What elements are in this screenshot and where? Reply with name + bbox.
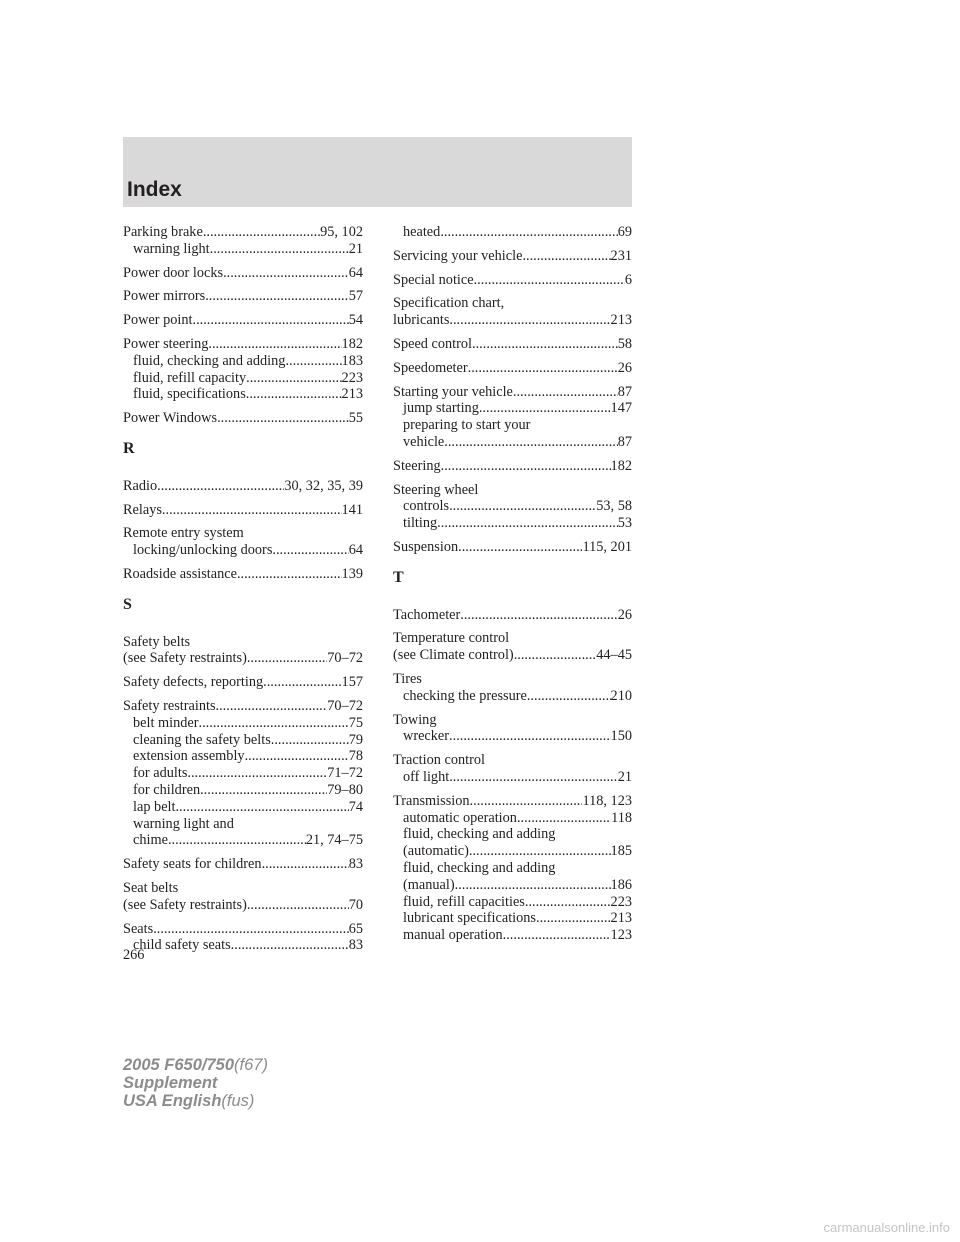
index-entry: [393, 671, 632, 705]
dot-leader: [247, 650, 327, 667]
index-term: cleaning the safety belts: [133, 731, 271, 748]
index-subentry: [123, 241, 363, 258]
index-page-ref: 141: [341, 501, 363, 518]
dot-leader: [444, 434, 617, 451]
index-subentry: [123, 816, 363, 833]
index-subentry: [393, 910, 632, 927]
index-term: lap belt: [133, 798, 176, 815]
index-page-ref: 64: [348, 542, 363, 559]
index-page-ref: 21: [617, 768, 632, 785]
index-entry-line: [393, 647, 632, 664]
index-term: warning light and: [133, 815, 234, 832]
index-entry: [393, 360, 632, 377]
index-term: Servicing your vehicle: [393, 247, 523, 264]
index-page-ref: 183: [341, 352, 363, 369]
index-term: Special notice: [393, 271, 474, 288]
index-term: Starting your vehicle: [393, 383, 513, 400]
index-page-ref: 79: [348, 731, 363, 748]
footer-language: USA English: [123, 1092, 222, 1110]
index-term: Power mirrors: [123, 288, 206, 305]
document-footer: [123, 1056, 268, 1110]
index-term: child safety seats: [133, 937, 231, 954]
index-page-ref: 118, 123: [582, 792, 632, 809]
index-entry-line: [393, 336, 632, 353]
index-entry: [123, 265, 363, 282]
index-term: Steering: [393, 457, 441, 474]
index-entry: [393, 752, 632, 786]
dot-leader: [449, 728, 611, 745]
index-page-ref: 147: [610, 400, 632, 417]
index-term: Specification chart,: [393, 295, 505, 312]
index-page-ref: 21, 74–75: [305, 832, 363, 849]
dot-leader: [168, 832, 306, 849]
index-term: Temperature control: [393, 630, 510, 647]
index-term: checking the pressure: [403, 687, 527, 704]
index-page-ref: 210: [610, 687, 632, 704]
index-page-ref: 71–72: [327, 765, 363, 782]
index-page-ref: 223: [341, 369, 363, 386]
index-subentry: [393, 769, 632, 786]
dot-leader: [517, 810, 611, 827]
dot-leader: [193, 312, 349, 329]
index-entry-line: [393, 360, 632, 377]
index-entry: [393, 248, 632, 265]
index-entry-line: [123, 224, 363, 241]
index-term: chime: [133, 832, 168, 849]
index-term: extension assembly: [133, 748, 245, 765]
index-page-ref: 70: [348, 896, 363, 913]
footer-language-code: (fus): [221, 1092, 255, 1110]
index-entry-line: [123, 698, 363, 715]
index-subentry: [123, 715, 363, 732]
dot-leader: [449, 498, 596, 515]
dot-leader: [458, 539, 582, 556]
index-term: Parking brake: [123, 224, 203, 240]
index-entry-line: [123, 312, 363, 329]
index-term: for adults: [133, 765, 188, 782]
index-entry-line: [393, 295, 632, 312]
dot-leader: [262, 856, 349, 873]
index-term: Roadside assistance: [123, 565, 237, 582]
dot-leader: [272, 542, 348, 559]
dot-leader: [246, 370, 341, 387]
index-entry-line: [123, 566, 363, 583]
index-page-ref: 53, 58: [596, 498, 632, 515]
index-entry: [123, 336, 363, 403]
index-subentry: [393, 728, 632, 745]
dot-leader: [455, 877, 611, 894]
index-page-ref: 115, 201: [582, 538, 632, 555]
index-term: Traction control: [393, 752, 485, 769]
index-entry-line: [123, 336, 363, 353]
index-entry: [393, 712, 632, 746]
index-subentry: [123, 799, 363, 816]
dot-leader: [216, 698, 328, 715]
index-page-ref: 26: [617, 359, 632, 376]
index-entry: [393, 336, 632, 353]
index-page-ref: 58: [617, 335, 632, 352]
index-term: fluid, checking and adding: [403, 859, 556, 876]
index-term: fluid, refill capacity: [133, 369, 247, 386]
index-term: Tires: [393, 670, 422, 687]
index-term: Speedometer: [393, 359, 468, 376]
index-entry-line: [123, 650, 363, 667]
index-term: off light: [403, 768, 450, 785]
dot-leader: [200, 782, 327, 799]
index-entry-line: [123, 525, 363, 542]
dot-leader: [162, 502, 342, 519]
dot-leader: [474, 272, 625, 289]
index-entry: [123, 410, 363, 427]
index-page-ref: 54: [348, 312, 363, 329]
index-page-ref: 139: [341, 565, 363, 582]
index-page-ref: 30, 32, 35, 39: [284, 477, 363, 494]
dot-leader: [231, 937, 349, 954]
watermark: carmanualsonline.info: [823, 1220, 950, 1235]
index-section-letter: T: [393, 568, 404, 586]
dot-leader: [246, 386, 342, 403]
index-term: fluid, checking and adding: [403, 826, 556, 843]
dot-leader: [449, 312, 610, 329]
index-term: Safety defects, reporting: [123, 674, 264, 691]
index-term: lubricant specifications: [403, 910, 536, 927]
index-page-ref: 53: [617, 515, 632, 532]
index-subentry: [393, 810, 632, 827]
dot-leader: [522, 248, 610, 265]
index-section-letter: S: [123, 595, 132, 613]
footer-model: 2005 F650/750: [123, 1056, 235, 1074]
index-entry-line: [123, 897, 363, 914]
index-entry: [123, 502, 363, 519]
index-entry-line: [123, 410, 363, 427]
index-entry-line: [393, 793, 632, 810]
index-subentry: [393, 515, 632, 532]
dot-leader: [223, 265, 349, 282]
index-page-ref: 69: [617, 224, 632, 240]
index-page-ref: 70–72: [327, 650, 363, 667]
index-subentry: [123, 370, 363, 387]
dot-leader: [217, 410, 349, 427]
index-entry-line: [393, 539, 632, 556]
index-entry-line: [123, 265, 363, 282]
index-entry: [123, 525, 363, 559]
index-term: locking/unlocking doors: [133, 542, 273, 559]
index-term: Relays: [123, 501, 162, 518]
index-page-ref: 231: [610, 247, 632, 264]
dot-leader: [503, 927, 611, 944]
index-entry: [393, 295, 632, 329]
index-page-ref: 213: [610, 910, 632, 927]
index-entry: [393, 458, 632, 475]
dot-leader: [208, 336, 341, 353]
dot-leader: [460, 607, 617, 624]
dot-leader: [175, 799, 348, 816]
index-page-ref: 44–45: [596, 647, 632, 664]
index-term: vehicle: [403, 433, 445, 450]
dot-leader: [525, 894, 611, 911]
index-term: Tachometer: [393, 606, 461, 623]
index-subentry: [393, 860, 632, 877]
index-subentry: [123, 353, 363, 370]
index-page-ref: 6: [624, 271, 632, 288]
index-column-left: [123, 224, 363, 961]
header-band: [123, 137, 632, 207]
index-subentry: [123, 748, 363, 765]
index-page-ref: 123: [610, 927, 632, 944]
dot-leader: [245, 748, 349, 765]
index-entry-line: [123, 502, 363, 519]
dot-leader: [187, 765, 327, 782]
index-page-ref: 118: [611, 809, 632, 826]
index-entry-line: [393, 272, 632, 289]
dot-leader: [203, 224, 320, 241]
index-term: Suspension: [393, 538, 459, 555]
index-page-ref: 21: [348, 240, 363, 257]
index-entry: [393, 272, 632, 289]
index-term: (see Climate control): [393, 647, 514, 664]
index-term: (see Safety restraints): [123, 896, 247, 913]
index-entry: [123, 921, 363, 955]
index-term: belt minder: [133, 714, 199, 731]
index-page-ref: 95, 102: [320, 224, 363, 240]
index-subentry: [123, 832, 363, 849]
index-subentry: [123, 386, 363, 403]
page-title: Index: [127, 178, 182, 201]
index-term: Safety seats for children: [123, 856, 262, 873]
index-page-ref: 74: [348, 798, 363, 815]
index-entry-line: [393, 671, 632, 688]
index-term: Power steering: [123, 335, 209, 352]
index-page-ref: 87: [617, 433, 632, 450]
index-subentry: [393, 826, 632, 843]
index-section-letter: R: [123, 439, 135, 457]
dot-leader: [441, 458, 611, 475]
index-page-ref: 185: [610, 843, 632, 860]
index-term: Transmission: [393, 792, 470, 809]
dot-leader: [470, 793, 583, 810]
index-page-ref: 157: [341, 674, 363, 691]
index-subentry: [393, 498, 632, 515]
index-subentry: [393, 843, 632, 860]
index-subentry: [123, 782, 363, 799]
index-term: tilting: [403, 515, 438, 532]
index-entry-line: [123, 921, 363, 938]
index-entry-line: [393, 458, 632, 475]
index-page-ref: 79–80: [327, 781, 363, 798]
index-entry: [393, 224, 632, 241]
index-entry: [123, 478, 363, 495]
index-entry: [393, 482, 632, 532]
index-term: lubricants: [393, 312, 450, 329]
footer-supplement: Supplement: [123, 1074, 218, 1092]
index-page-ref: 182: [341, 335, 363, 352]
footer-model-code: (f67): [234, 1056, 268, 1074]
index-page-ref: 213: [610, 312, 632, 329]
index-entry-line: [393, 712, 632, 729]
index-subentry: [393, 224, 632, 241]
index-page-ref: 64: [348, 264, 363, 281]
index-subentry: [393, 417, 632, 434]
index-entry-line: [393, 248, 632, 265]
index-term: for children: [133, 781, 201, 798]
index-entry: [393, 630, 632, 664]
index-subentry: [393, 434, 632, 451]
dot-leader: [263, 674, 341, 691]
dot-leader: [210, 241, 349, 258]
index-entry: [393, 793, 632, 944]
index-term: Seat belts: [123, 879, 179, 896]
index-term: Power door locks: [123, 264, 224, 281]
index-term: Safety restraints: [123, 697, 216, 714]
index-entry: [123, 288, 363, 305]
index-page-ref: 186: [610, 876, 632, 893]
index-subentry: [123, 542, 363, 559]
dot-leader: [205, 288, 349, 305]
index-term: Remote entry system: [123, 525, 244, 542]
dot-leader: [513, 384, 618, 401]
index-entry: [123, 312, 363, 329]
index-term: fluid, specifications: [133, 386, 246, 403]
index-page-ref: 57: [348, 288, 363, 305]
index-page-ref: 87: [617, 383, 632, 400]
index-page-ref: 223: [610, 893, 632, 910]
dot-leader: [472, 336, 618, 353]
index-term: Radio: [123, 477, 158, 494]
index-term: manual operation: [403, 927, 503, 944]
index-term: Seats: [123, 920, 154, 937]
index-page-ref: 83: [348, 937, 363, 954]
index-entry-line: [393, 482, 632, 499]
dot-leader: [437, 515, 618, 532]
index-entry-line: [393, 752, 632, 769]
index-entry-line: [393, 384, 632, 401]
index-page-ref: 75: [348, 714, 363, 731]
dot-leader: [157, 478, 284, 495]
index-entry: [123, 224, 363, 258]
index-term: Speed control: [393, 335, 473, 352]
index-term: Power Windows: [123, 410, 218, 427]
index-term: fluid, checking and adding: [133, 352, 286, 369]
index-entry: [123, 674, 363, 691]
index-column-right: [393, 224, 632, 951]
index-term: heated: [403, 224, 441, 240]
index-entry: [393, 607, 632, 624]
index-entry: [123, 566, 363, 583]
index-subentry: [393, 400, 632, 417]
index-term: (automatic): [403, 843, 469, 860]
index-entry-line: [123, 880, 363, 897]
index-page-ref: 70–72: [327, 697, 363, 714]
index-subentry: [393, 877, 632, 894]
index-subentry: [393, 688, 632, 705]
index-term: Safety belts: [123, 633, 191, 650]
index-entry-line: [123, 288, 363, 305]
index-subentry: [123, 765, 363, 782]
index-subentry: [393, 927, 632, 944]
index-term: Steering wheel: [393, 481, 479, 498]
index-page-ref: 150: [610, 728, 632, 745]
dot-leader: [514, 647, 597, 664]
dot-leader: [237, 566, 342, 583]
index-entry-line: [123, 634, 363, 651]
index-subentry: [123, 937, 363, 954]
index-entry-line: [393, 607, 632, 624]
index-term: (see Safety restraints): [123, 650, 247, 667]
index-page-ref: 83: [348, 856, 363, 873]
dot-leader: [479, 400, 611, 417]
index-term: controls: [403, 498, 450, 515]
dot-leader: [527, 688, 611, 705]
index-term: (manual): [403, 876, 455, 893]
index-page-ref: 213: [341, 386, 363, 403]
index-page-ref: 65: [348, 920, 363, 937]
index-page-ref: 26: [617, 606, 632, 623]
index-term: Power point: [123, 312, 193, 329]
index-term: wrecker: [403, 728, 450, 745]
page-number: 266: [123, 947, 145, 963]
index-entry: [123, 698, 363, 849]
index-term: warning light: [133, 240, 210, 257]
index-entry-line: [123, 674, 363, 691]
index-page-ref: 55: [348, 410, 363, 427]
index-entry: [123, 856, 363, 873]
dot-leader: [247, 897, 349, 914]
index-term: automatic operation: [403, 809, 517, 826]
index-entry: [393, 384, 632, 451]
index-term: Towing: [393, 711, 437, 728]
index-page-ref: 182: [610, 457, 632, 474]
index-page-ref: 78: [348, 748, 363, 765]
index-entry-line: [393, 630, 632, 647]
dot-leader: [285, 353, 341, 370]
dot-leader: [153, 921, 349, 938]
index-entry: [393, 539, 632, 556]
dot-leader: [469, 843, 611, 860]
dot-leader: [199, 715, 349, 732]
dot-leader: [468, 360, 618, 377]
index-term: preparing to start your: [403, 417, 531, 434]
dot-leader: [449, 769, 618, 786]
dot-leader: [271, 732, 349, 749]
index-term: jump starting: [403, 400, 479, 417]
index-subentry: [123, 732, 363, 749]
index-entry-line: [393, 312, 632, 329]
dot-leader: [440, 224, 617, 241]
index-entry: [123, 634, 363, 668]
index-entry-line: [123, 478, 363, 495]
index-entry-line: [123, 856, 363, 873]
index-term: fluid, refill capacities: [403, 893, 525, 910]
index-subentry: [393, 894, 632, 911]
dot-leader: [536, 910, 611, 927]
index-entry: [123, 880, 363, 914]
